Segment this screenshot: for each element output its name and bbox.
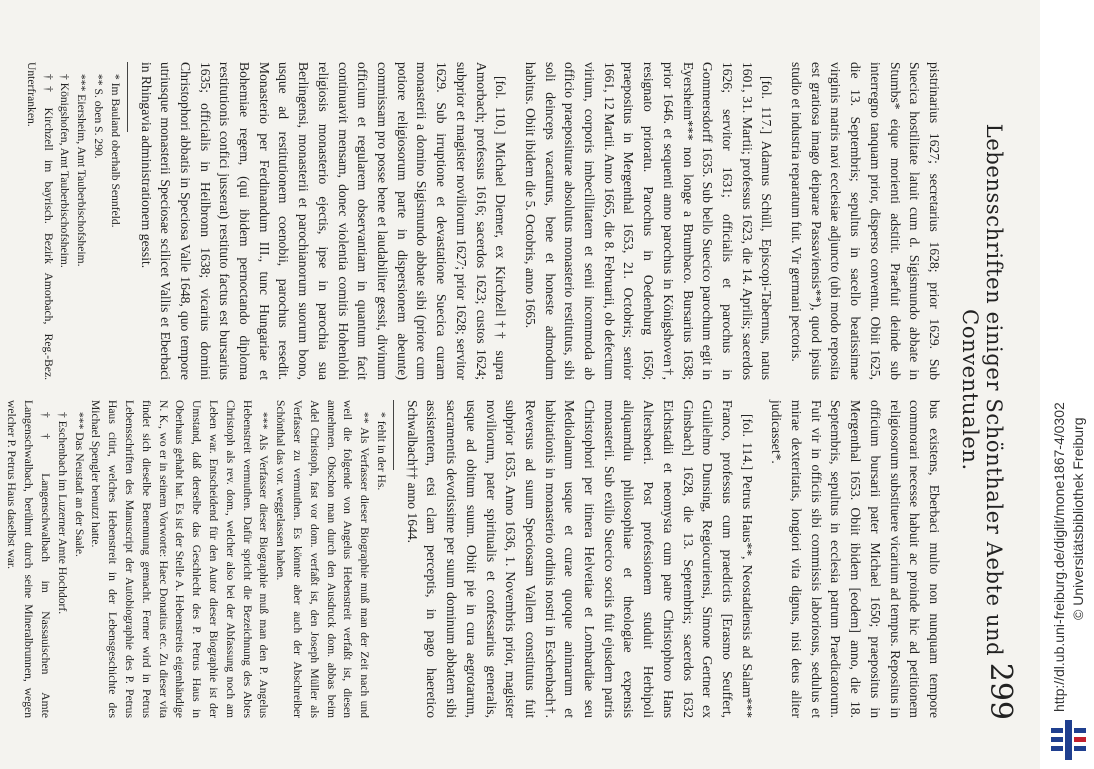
ub-freiburg-logo-icon [1049,718,1089,762]
library-credit: © Universitätsbibliothek Freiburg [1070,417,1086,620]
right-column [0,400,944,718]
footnote: † Eschenbach im Luzerner Amte Hochdorf. [55,412,69,615]
footnote-rule [393,400,394,470]
footnote: * fehlt in der Hs. [375,412,389,491]
paragraph: [fol. 117.] Adamus Schüll, Episcopi-Tabernus, natus 1601, 31. Martii; professus 1623, die 14. Aprilis; sacerdos 1626; servitor 1631; officialis et parochus in Gommersdorff 1635. Sub bello Suecico parochum egit in Eyersheim*** non longe a Brumbaco. Bursarius 1638; prior 1646. et sequenti anno parochus in Königshoven†, resignato prioratu. Parochus in Oedenburg 1650; praepositus in Mergenthal 1653, 21. Octobris; senior 1661, 12 Martii. Anno 1665, die 8. Februarii, ob defectum virium, corporis imbecillitatem et senii incommoda ab officio praepositurae absolutus monasterio restitutus, sibi soli deinceps vacaturus, bene et honeste admodum habitus. Obiit ibidem die 5. Octobris, anno 1665. [522,62,775,380]
paragraph: bus existens, Eberbaci multo non nunquam tempore commorari necesse habuit ac proinde hic ad petitionem religiosorum substituere vicarium ad tempus. Repositus in officium bursarii pater Michael 1650; praepositus in Mergenthal 1653. Obiit ibidem [eodem] anno, die 18. Septembris, sepultus in ecclesia patrum Praedicatorum. Fuit vir in officiis sibi commissis laboriosus, sedulus et mirae dexteritatis, longiori vita dignus, nisi deus aliter judicasset*. [769,400,942,718]
footnote: *** Eiersheim, Amt Tauberbischofsheim. [75,74,89,267]
footnote: †† Kirchzell im bayrisch. Bezirk Amorbach, Reg.-Bez. Unterfranken. [24,62,55,380]
paragraph: [fol. 110.] Michael Diemer, ex Kirchzell†† supra Amorbach; professus 1616; sacerdos 1623; custos 1624; subprior et magister noviliorum 1627; prior 1628; servitor 1629. Sub irruptione et devastatione Suecica curam monasterii a domino Sigismundo abbate sibi (priore cum potiore religiosorum parte in dispersionem abeunte) commissam pro posse bene et laudabiliter gessit, divinum officium et regularem observantiam in quantum facit continuavit mensam, donec violentia comitis Hohenlohi religiosis monasterio ejectis, ipse in parochia sua Berlingensi, monasterii et parochianorum suorum bono, usque ad restitutionem coenobii, parochus resedit. Monasterio per Ferdinandum III., tunc Hungariae et Bohemiae regem, (qui ibidem pernoctando diploma restitutionis confici jusserat) restituto factus est bursarius 1635; officialis in Heilbronn 1638; vicarius domini Christophori abbatis in Speciosa Valle 1648, quo tempore utriusque monasterii Speciosae scilicet Vallis et Eberbaci in Rhingavia administrationem gessit. [138,62,509,380]
footnote-rule [127,62,128,132]
running-head [960,60,1020,720]
page-number: 299 [983,662,1018,720]
footnote: ** S. oben S. 290. [92,74,106,159]
side-strip [1040,0,1094,769]
paragraph: [fol. 114.] Petrus Haus**, Neostadiensis ad Salam*** Franco, professus cum praedictis [Erasmo Seuffert, Guilielmo Dunsing, Regiocuriensi, Simone Gertner ex Ginsbach] 1628, die 13. Septembris; sacerdos 1632 Eichstadii et neomysta cum patre Christophoro Hans Altershoeri. Post professionem studuit Herbipoli aliquamdiu philosophiae et theologiae expensis monasterii. Sub exilio Suecico sociis fuit ejusdem patris Christophori per itinera Helvetiae et Lombardiae seu Mediolanum usque et curae quoque animarum et habitationis in monasterio ordinis nostri in Eschenbach†. Reversus ad suum Speciosam Vallem constitutus fuit subprior 1635. Anno 1636, 1. Novembris prior, magister noviliorum, pater spiritualis et confessarius generalis, usque ad obitum suum. Obiit pie in cura aegrotarum, sacramentis devotissime per suum dominum abbatem sibi assistentem, etsi clam perceptis, in pago haeretico Schwalbach†† anno 1644. [404,400,755,718]
footnote: ** Als Verfasser dieser Biographie muß man der Zeit nach und weil die folgende von Angelus Hebenstreit verfaßt ist, diesen annehmen. Obschon man durch den Ausdruck dom. abbas beim Adel Christoph, fast vor dom. verfaßt ist, den Joseph Müller als Verfasser zu vermuthen. Es könnte aber auch der Abschreiber Schönthal das vor. weggelassen haben. [274,400,372,718]
footnote: † Königshofen, Amt Tauberbischofsheim. [58,74,72,268]
left-column [22,62,944,380]
paragraph: pistrinarius 1627; secretarius 1628; prior 1629. Sub Suecica hostilitate latuit cum d. Sigismundo abbate in Stumbs* eique morienti adstitit. Praefuit deinde sub interregno tanquam prior, disperso conventu. Obiit 1625, die 13. Septembris; sepultus in sacello beatissimae virginis matris navi ecclesiae adjuncto (ubi modo reposita est gratiosa imago deiparae Passaviensis**), quod ipsius studio et industria reparatum fuit. Vir germani pectoris. [789,62,942,380]
doi-link[interactable]: http://dl.ub.uni-freiburg.de/diglit/mone1867-4/0302 [1051,402,1067,712]
footnote: *** Das Neustadt an der Saale. [72,412,86,557]
footnote: * Im Bauland oberhalb Sennfeld. [108,74,122,228]
running-head-title: Lebensschriften einiger Schönthaler Aebte und Conventualen. [958,123,1006,657]
footnote: †† Langenschwalbach im Nassauischen Amte Langenschwalbach, berühmt durch seine Mineralbrunnen, wegen welcher P. Petrus Haus daselbst war. [5,400,53,718]
footnote: *** Als Verfasser dieser Biographie muß man den P. Angelus Hebenstreit vermuthen. Dafür spricht die Bezeichnung des Abtes Christoph als rev. dom., welcher also bei der Abfassung noch am Leben war. Entscheidend für den Autor dieser Biographie ist der Umstand, daß derselbe das Geschlecht des P. Petrus Haus in Oberhaus gehabt hat. Es ist der Stelle A. Hebenstreits eigenhändige N. K., wo er in seinem Vorworte: Haec Donatius etc. Zu dieser vita findet sich dieselbe Benennung gemacht. Ferner wird in Petrus Lebensschriften des Manuscript der Autobiographie des P. Petrus Haus citirt, welches Hebenstreit in der Lebensgeschichte des Michael Spengler benutzt hatte. [89,400,271,718]
